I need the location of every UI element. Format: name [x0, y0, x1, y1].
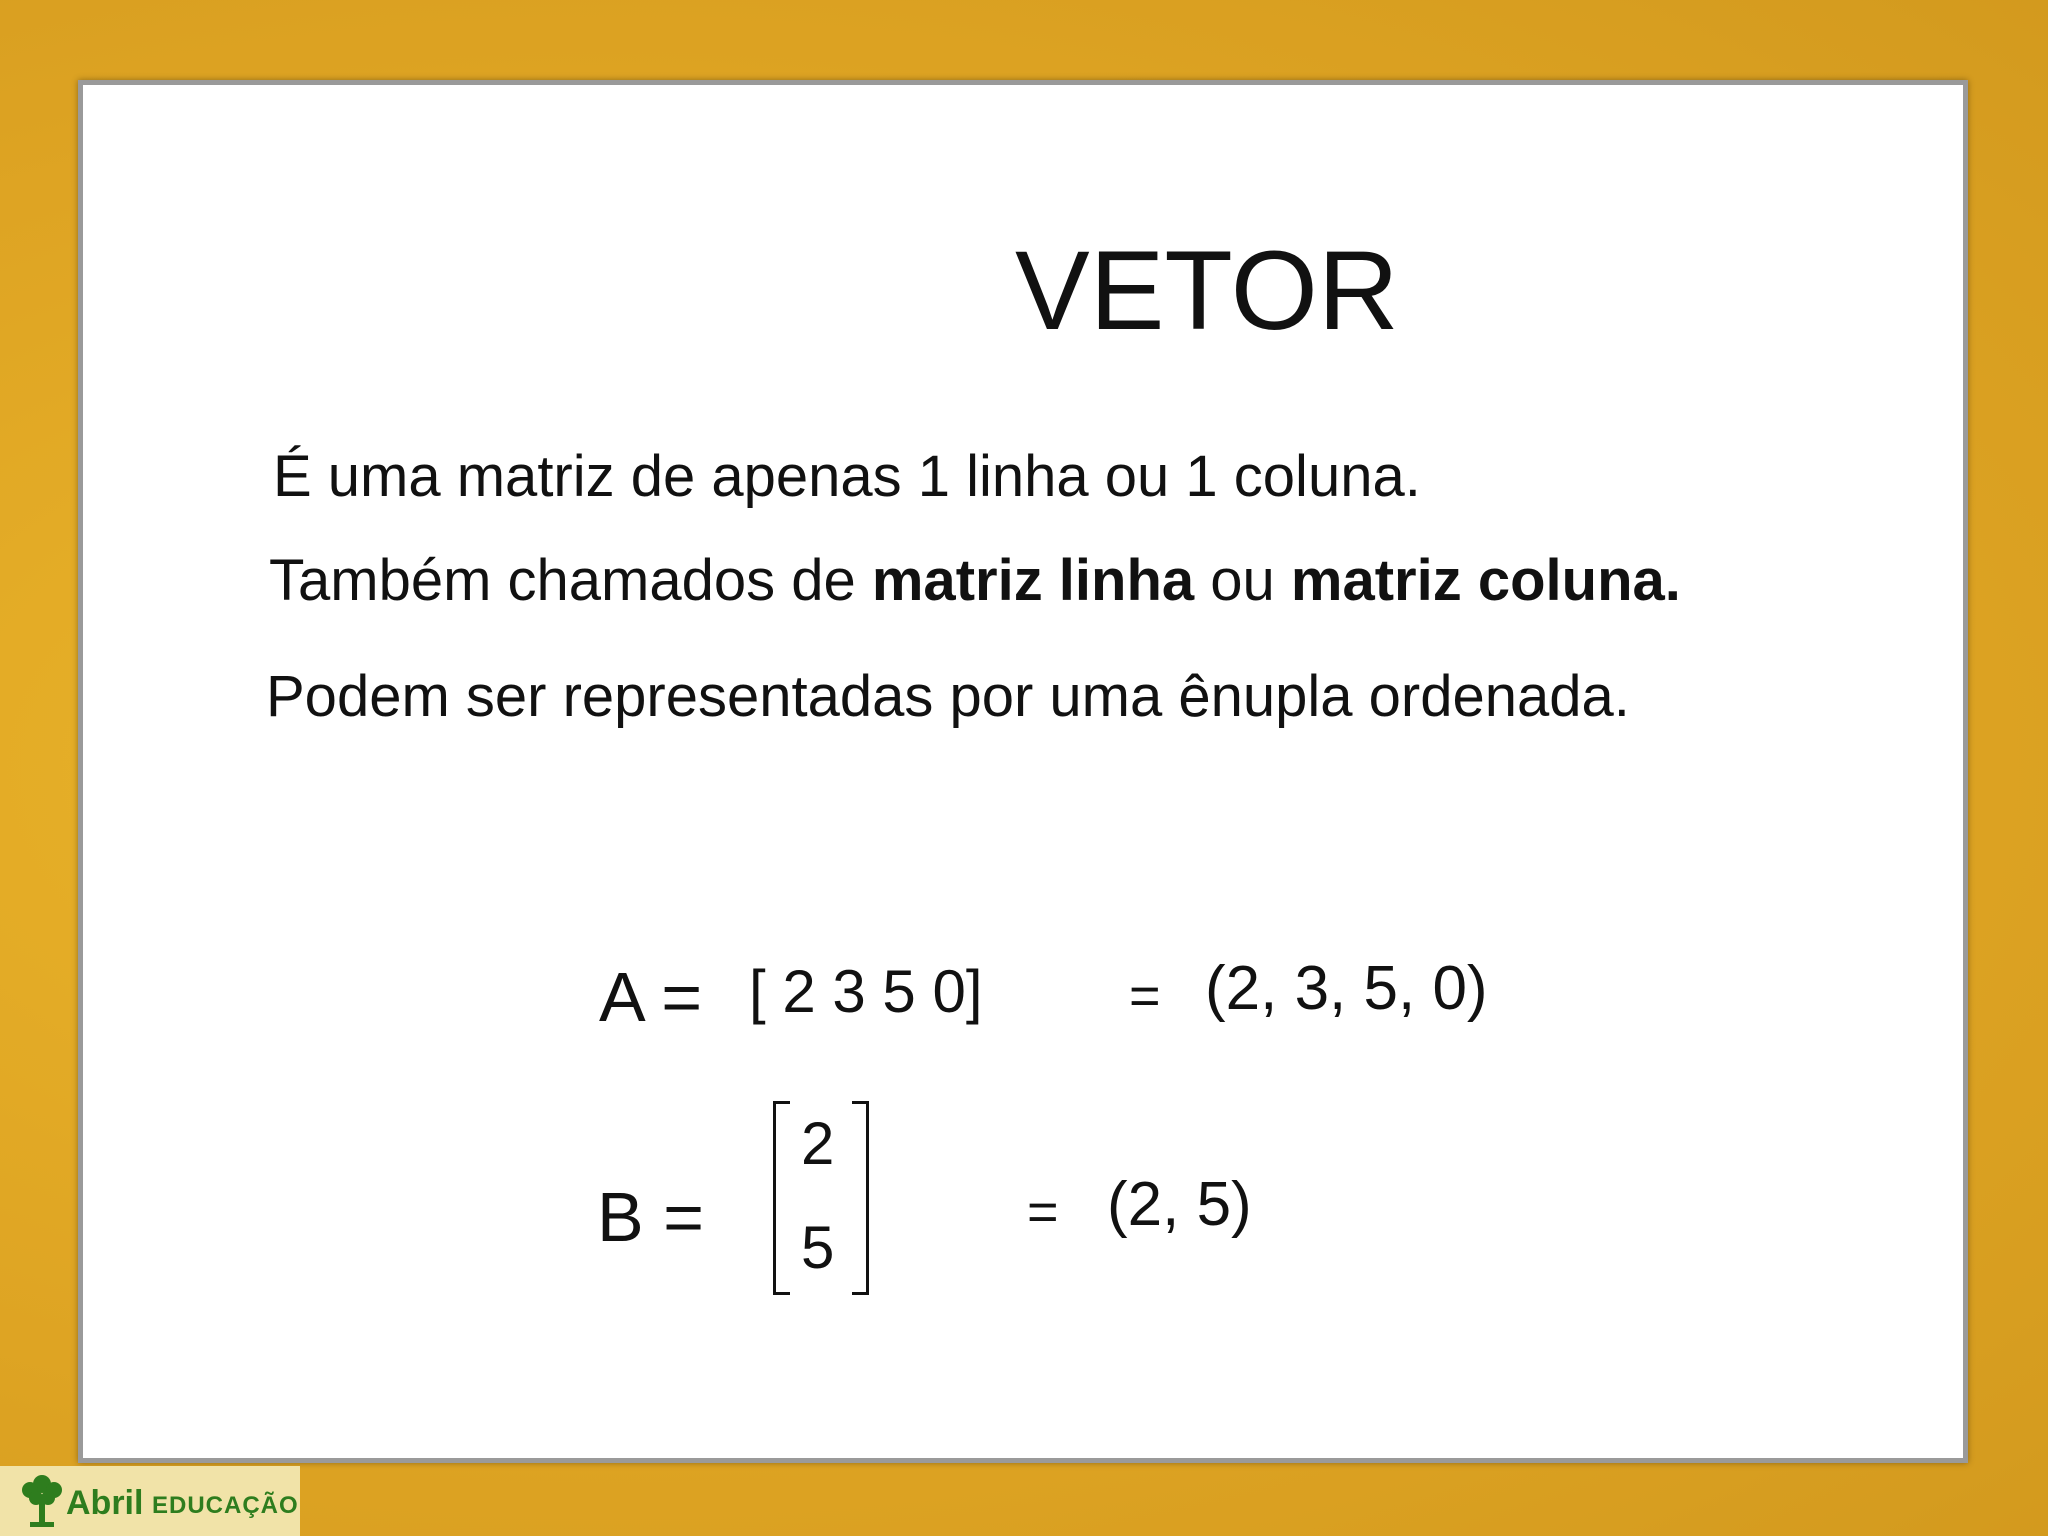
alias-bold-matriz-coluna: matriz coluna. [1290, 548, 1681, 613]
logo-subtitle: EDUCAÇÃO [152, 1492, 299, 1519]
left-bracket [773, 1101, 790, 1295]
definition-line: É uma matriz de apenas 1 linha ou 1 coluna. [273, 444, 1421, 509]
vector-a-tuple: (2, 3, 5, 0) [1205, 954, 1488, 1023]
tree-icon [12, 1470, 72, 1530]
vector-b-entry-2: 5 [801, 1214, 835, 1281]
alias-text-2: ou [1194, 548, 1291, 613]
slide-panel [78, 80, 1968, 1463]
vector-a-equals: = [1129, 966, 1161, 1026]
vector-a-label: A = [599, 958, 703, 1036]
vector-b-entry-1: 2 [801, 1110, 835, 1177]
vector-b-equals: = [1027, 1182, 1059, 1242]
vector-a-row-matrix: [ 2 3 5 0] [749, 958, 983, 1025]
alias-line [269, 547, 1681, 614]
vector-b-tuple: (2, 5) [1107, 1170, 1252, 1239]
logo-brand: Abril [66, 1484, 144, 1522]
vector-b-column-matrix [773, 1101, 869, 1293]
slide-title: VETOR [1015, 228, 1399, 353]
vector-b-label: B = [597, 1178, 705, 1256]
tuple-line: Podem ser representadas por uma ênupla ordenada. [266, 664, 1630, 729]
right-bracket [852, 1101, 869, 1295]
alias-text-1: Também chamados de [269, 548, 872, 613]
abril-educacao-logo [0, 1466, 300, 1536]
alias-bold-matriz-linha: matriz linha [871, 548, 1195, 613]
